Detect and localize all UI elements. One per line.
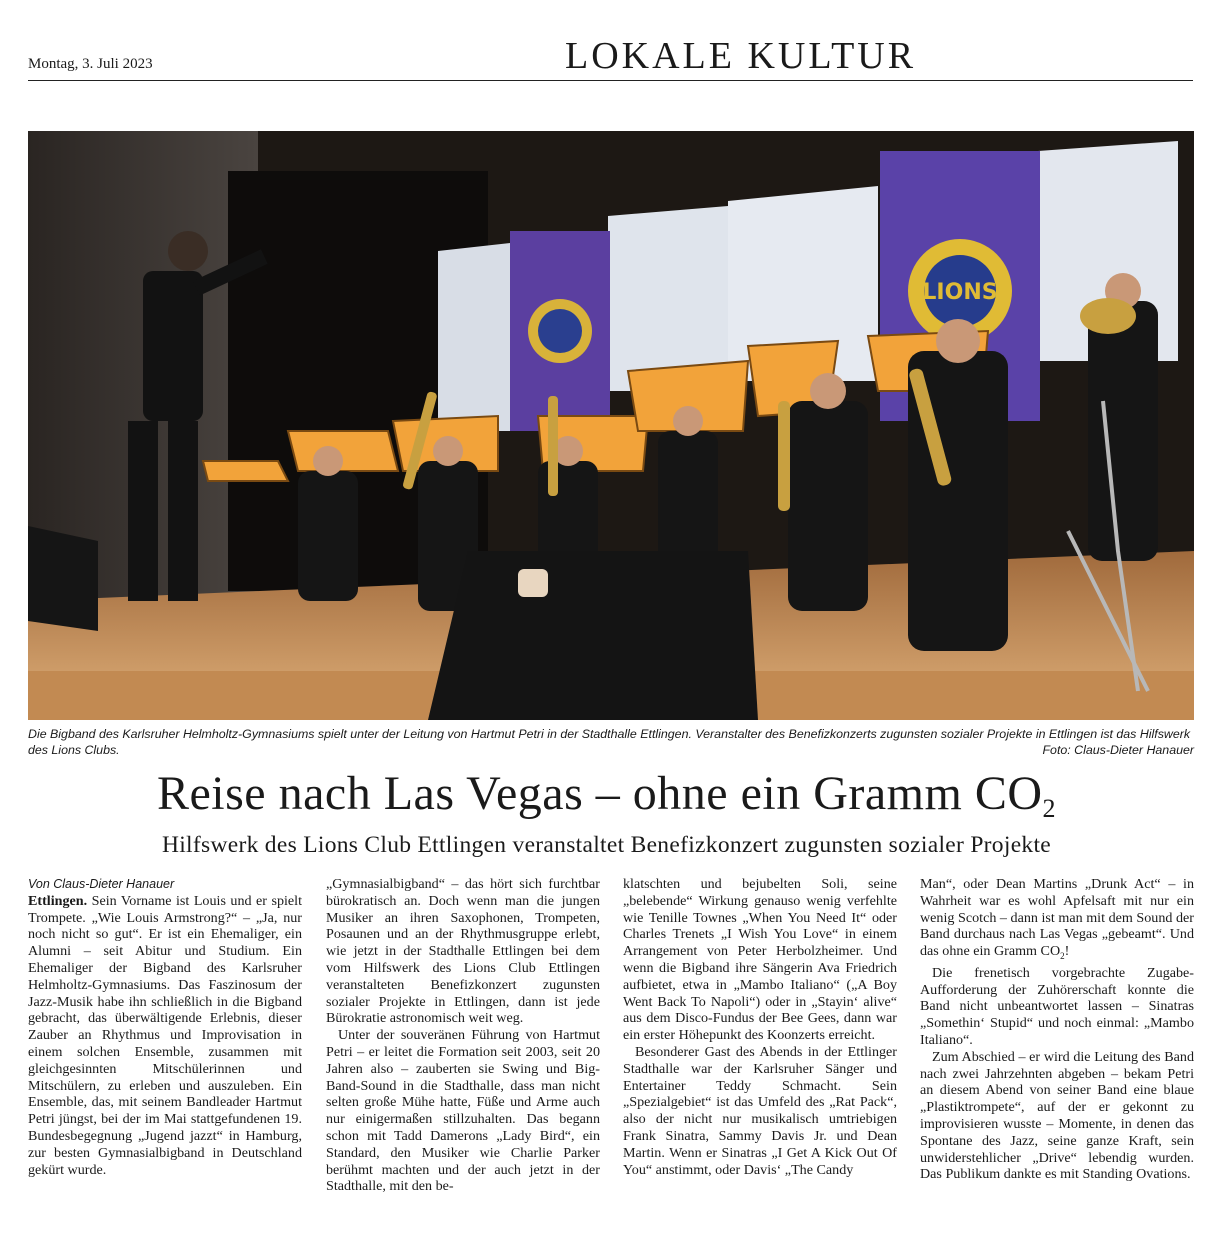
paragraph: klatschten und bejubelten Soli, seine „belebende“ Wirkung genauso wenig verfehlte wie Tenille Townes „When You Need It“ oder Charles Trenets „I Wish You Love“ in einem Arrangement von Peter Herbolzheimer. Und wenn die Bigband ihre Sängerin Ava Friedrich aufbietet, etwa in „Mambo Italiano“ („A Boy Went Back To Napoli“) oder in „Stayin‘ alive“ aus dem Disco-Fundus der Bee Gees, dann war ein erster Höhepunkt des Koonzerts erreicht. <box>623 876 897 1044</box>
article-column-2 <box>326 876 600 1195</box>
paragraph-text: Sein Vorname ist Louis und er spielt Trompete. „Wie Louis Armstrong?“ – „Ja, nur noch nicht so gut“. Er ist ein Ehemaliger, ein Alumni – seit Abitur und Studium. Ein Ehemaliger der Bigband des Karlsruher Helmholtz-Gymnasiums. Das Faszinosum der Jazz-Musik habe ihn schließlich in die Bigband gebracht, das überwältigende Erlebnis, dieser Zauber an Rhythmus und Improvisation in einem solchen Ensemble, zusammen mit gleichgesinnten Mitschülerinnen und Mitschülern, zu erleben und auszuleben. Ein Ensemble, das, mit seinem Bandleader Hartmut Petri jüngst, bei der im Mai stattgefundenen 19. Bundesbegegnung „Jugend jazzt“ in Hamburg, zur besten Gymnasialbigband in Deutschland gekürt wurde. <box>28 892 303 1178</box>
section-title: LOKALE KULTUR <box>565 35 917 77</box>
header-rule <box>28 80 1193 81</box>
paragraph <box>28 893 302 1179</box>
paragraph: Die frenetisch vorgebrachte Zugabe-Aufforderung der Zuhörerschaft konnte die Band nicht unbeantwortet lassen – Sinatras „Somethin‘ Stupid“ und noch einmal: „Mambo Italiano“. <box>920 964 1194 1048</box>
paragraph-text-end: ! <box>1064 943 1070 960</box>
paragraph-text: Man“, oder Dean Martins „Drunk Act“ – in Wahrheit war es wohl Apfelsaft mit nur ein wenig Scotch – dann ist man mit dem Sound der Band durchaus nach Las Vegas „gebeamt“. Und das ohne ein Gramm CO <box>920 876 1194 960</box>
photo-caption: Die Bigband des Karlsruher Helmholtz-Gymnasiums spielt unter der Leitung von Hartmut Petri in der Stadthalle Ettlingen. Veranstalter des Benefizkonzerts zugunsten sozialer Projekte in Ettlingen ist das Hilfswerk des Lions Clubs. <box>28 727 1191 757</box>
paragraph: Besonderer Gast des Abends in der Ettlinger Stadthalle war der Karlsruher Sänger und Entertainer Teddy Schmacht. Sein „Spezialgebiet“ ist das Umfeld des „Rat Pack“, also der nicht nur musikalisch umtriebigen Frank Sinatra, Sammy Davis Jr. und Dean Martin. Wenn er Sinatras „I Get A Kick Out Of You“ anstimmt, oder Davis‘ „The Candy <box>623 1043 897 1178</box>
headline <box>0 766 1213 824</box>
concert-photo <box>28 131 1194 720</box>
dateline: Ettlingen. <box>28 892 88 909</box>
headline-subscript: 2 <box>1042 794 1057 823</box>
subheadline: Hilfswerk des Lions Club Ettlingen veranstaltet Benefizkonzert zugunsten sozialer Projekte <box>161 832 1052 858</box>
byline: Von Claus-Dieter Hanauer <box>28 877 175 891</box>
paragraph <box>920 876 1194 965</box>
headline-text: Reise nach Las Vegas – ohne ein Gramm CO <box>156 767 1043 820</box>
issue-date: Montag, 3. Juli 2023 <box>28 56 153 72</box>
stage-monitor <box>428 551 758 720</box>
article-column-3 <box>623 876 897 1178</box>
paragraph: „Gymnasialbigband“ – das hört sich furchtbar bürokratisch an. Doch wenn man die jungen Musiker an ihren Saxophonen, Trompeten, Posaunen und an der Rhythmusgruppe erlebt, wie jetzt in der Stadthalle Ettlingen bei dem vom Hilfswerk des Lions Club Ettlingen veranstalteten Benefizkonzert zugunsten sozialer Projekte in Ettlingen, dann ist jede Bürokratie astronomisch weit weg. <box>326 876 600 1027</box>
photo-credit: Foto: Claus-Dieter Hanauer <box>1042 743 1194 757</box>
paragraph: Zum Abschied – er wird die Leitung des Band nach zwei Jahrzehnten abgeben – bekam Petri an diesem Abend von seiner Band eine blaue „Plastiktrompete“, auf der er gekonnt zu improvisieren wusste – Momente, in denen das Spontane des Jazz, seine ganze Kraft, sein unwiderstehlicher „Drive“ lebendig wurden. Das Publikum dankte es mit Standing Ovations. <box>920 1048 1194 1183</box>
co2-subscript: 2 <box>1060 951 1065 961</box>
banner-logo-text: LIONS <box>922 280 998 305</box>
paragraph: Unter der souveränen Führung von Hartmut Petri – er leitet die Formation seit 2003, seit 20 Jahren also – zauberten sie Swing und Big-Band-Sound in die Stadthalle, dass man nicht selten große Mühe hatte, Füße und Arme auch nur einigermaßen stillzuhalten. Das begann schon mit Tadd Damerons „Lady Bird“, ein Standard, den Musiker wie Charlie Parker berühmt machten und der auch jetzt in der Stadthalle, mit den be- <box>326 1027 600 1195</box>
article-column-4 <box>920 876 1194 1183</box>
article-column-1 <box>28 876 302 1178</box>
